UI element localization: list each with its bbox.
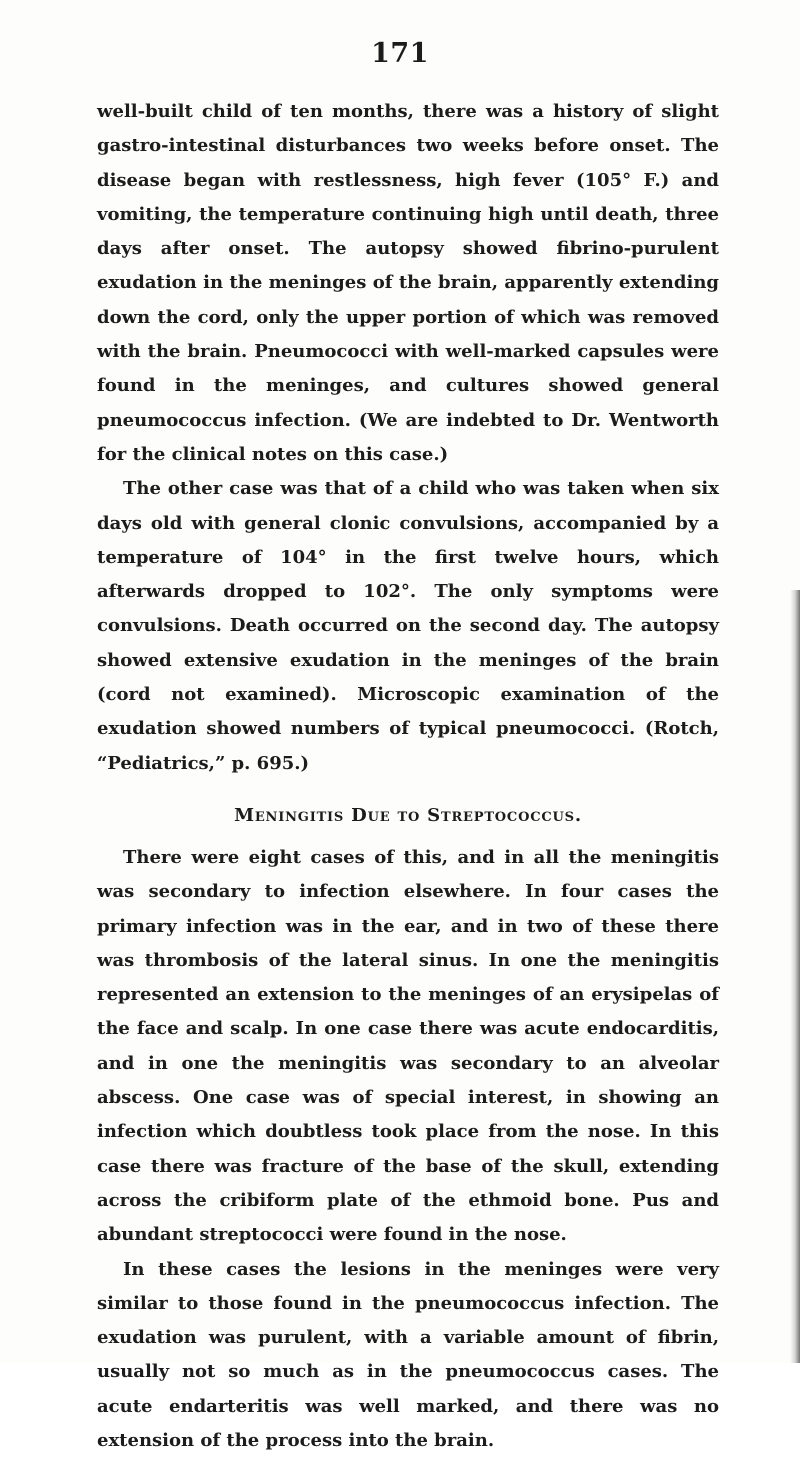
paragraph-streptococcus-cases: There were eight cases of this, and in all the meningitis was secondary to infection elsewhere. In four cases the primary infection was in the ear, and in two of these there was thrombosis of the lateral sinus. In one the meningitis represented an extension to the meninges of an erysipelas of the face and scalp. In one case there was acute endocarditis, and in one the meningitis was secondary to an alveolar abscess. One case was of special interest, in showing an infection which doubtless took place from the nose. In this case there was fracture of the base of the skull, extending across the cribiform plate of the ethmoid bone. Pus and abundant streptococci were found in the nose. [97,841,719,1253]
body-text [97,95,719,1458]
paragraph-continued-case: well-built child of ten months, there was a history of slight gastro-intestinal disturbances two weeks before onset. The disease began with restlessness, high fever (105° F.) and vomiting, the temperature continuing high until death, three days after onset. The autopsy showed fibrino-purulent exudation in the meninges of the brain, apparently extending down the cord, only the upper portion of which was removed with the brain. Pneumococci with well-marked capsules were found in the meninges, and cultures showed general pneumococcus infection. (We are indebted to Dr. Wentworth for the clinical notes on this case.) [97,95,719,472]
paragraph-other-case: The other case was that of a child who was taken when six days old with general clonic convulsions, accompanied by a temperature of 104° in the first twelve hours, which afterwards dropped to 102°. The only symptoms were convulsions. Death occurred on the second day. The autopsy showed extensive exudation in the meninges of the brain (cord not examined). Microscopic examination of the exudation showed numbers of typical pneumococci. (Rotch, “Pediatrics,” p. 695.) [97,472,719,781]
paragraph-lesions: In these cases the lesions in the meninges were very similar to those found in the pneumococcus infection. The exudation was purulent, with a variable amount of fibrin, usually not so much as in the pneumococcus cases. The acute endarteritis was well marked, and there was no extension of the process into the brain. [97,1253,719,1458]
page-number: 171 [0,38,800,69]
page-edge-shadow [790,590,800,1363]
section-heading: Meningitis Due to Streptococcus. [97,801,719,831]
